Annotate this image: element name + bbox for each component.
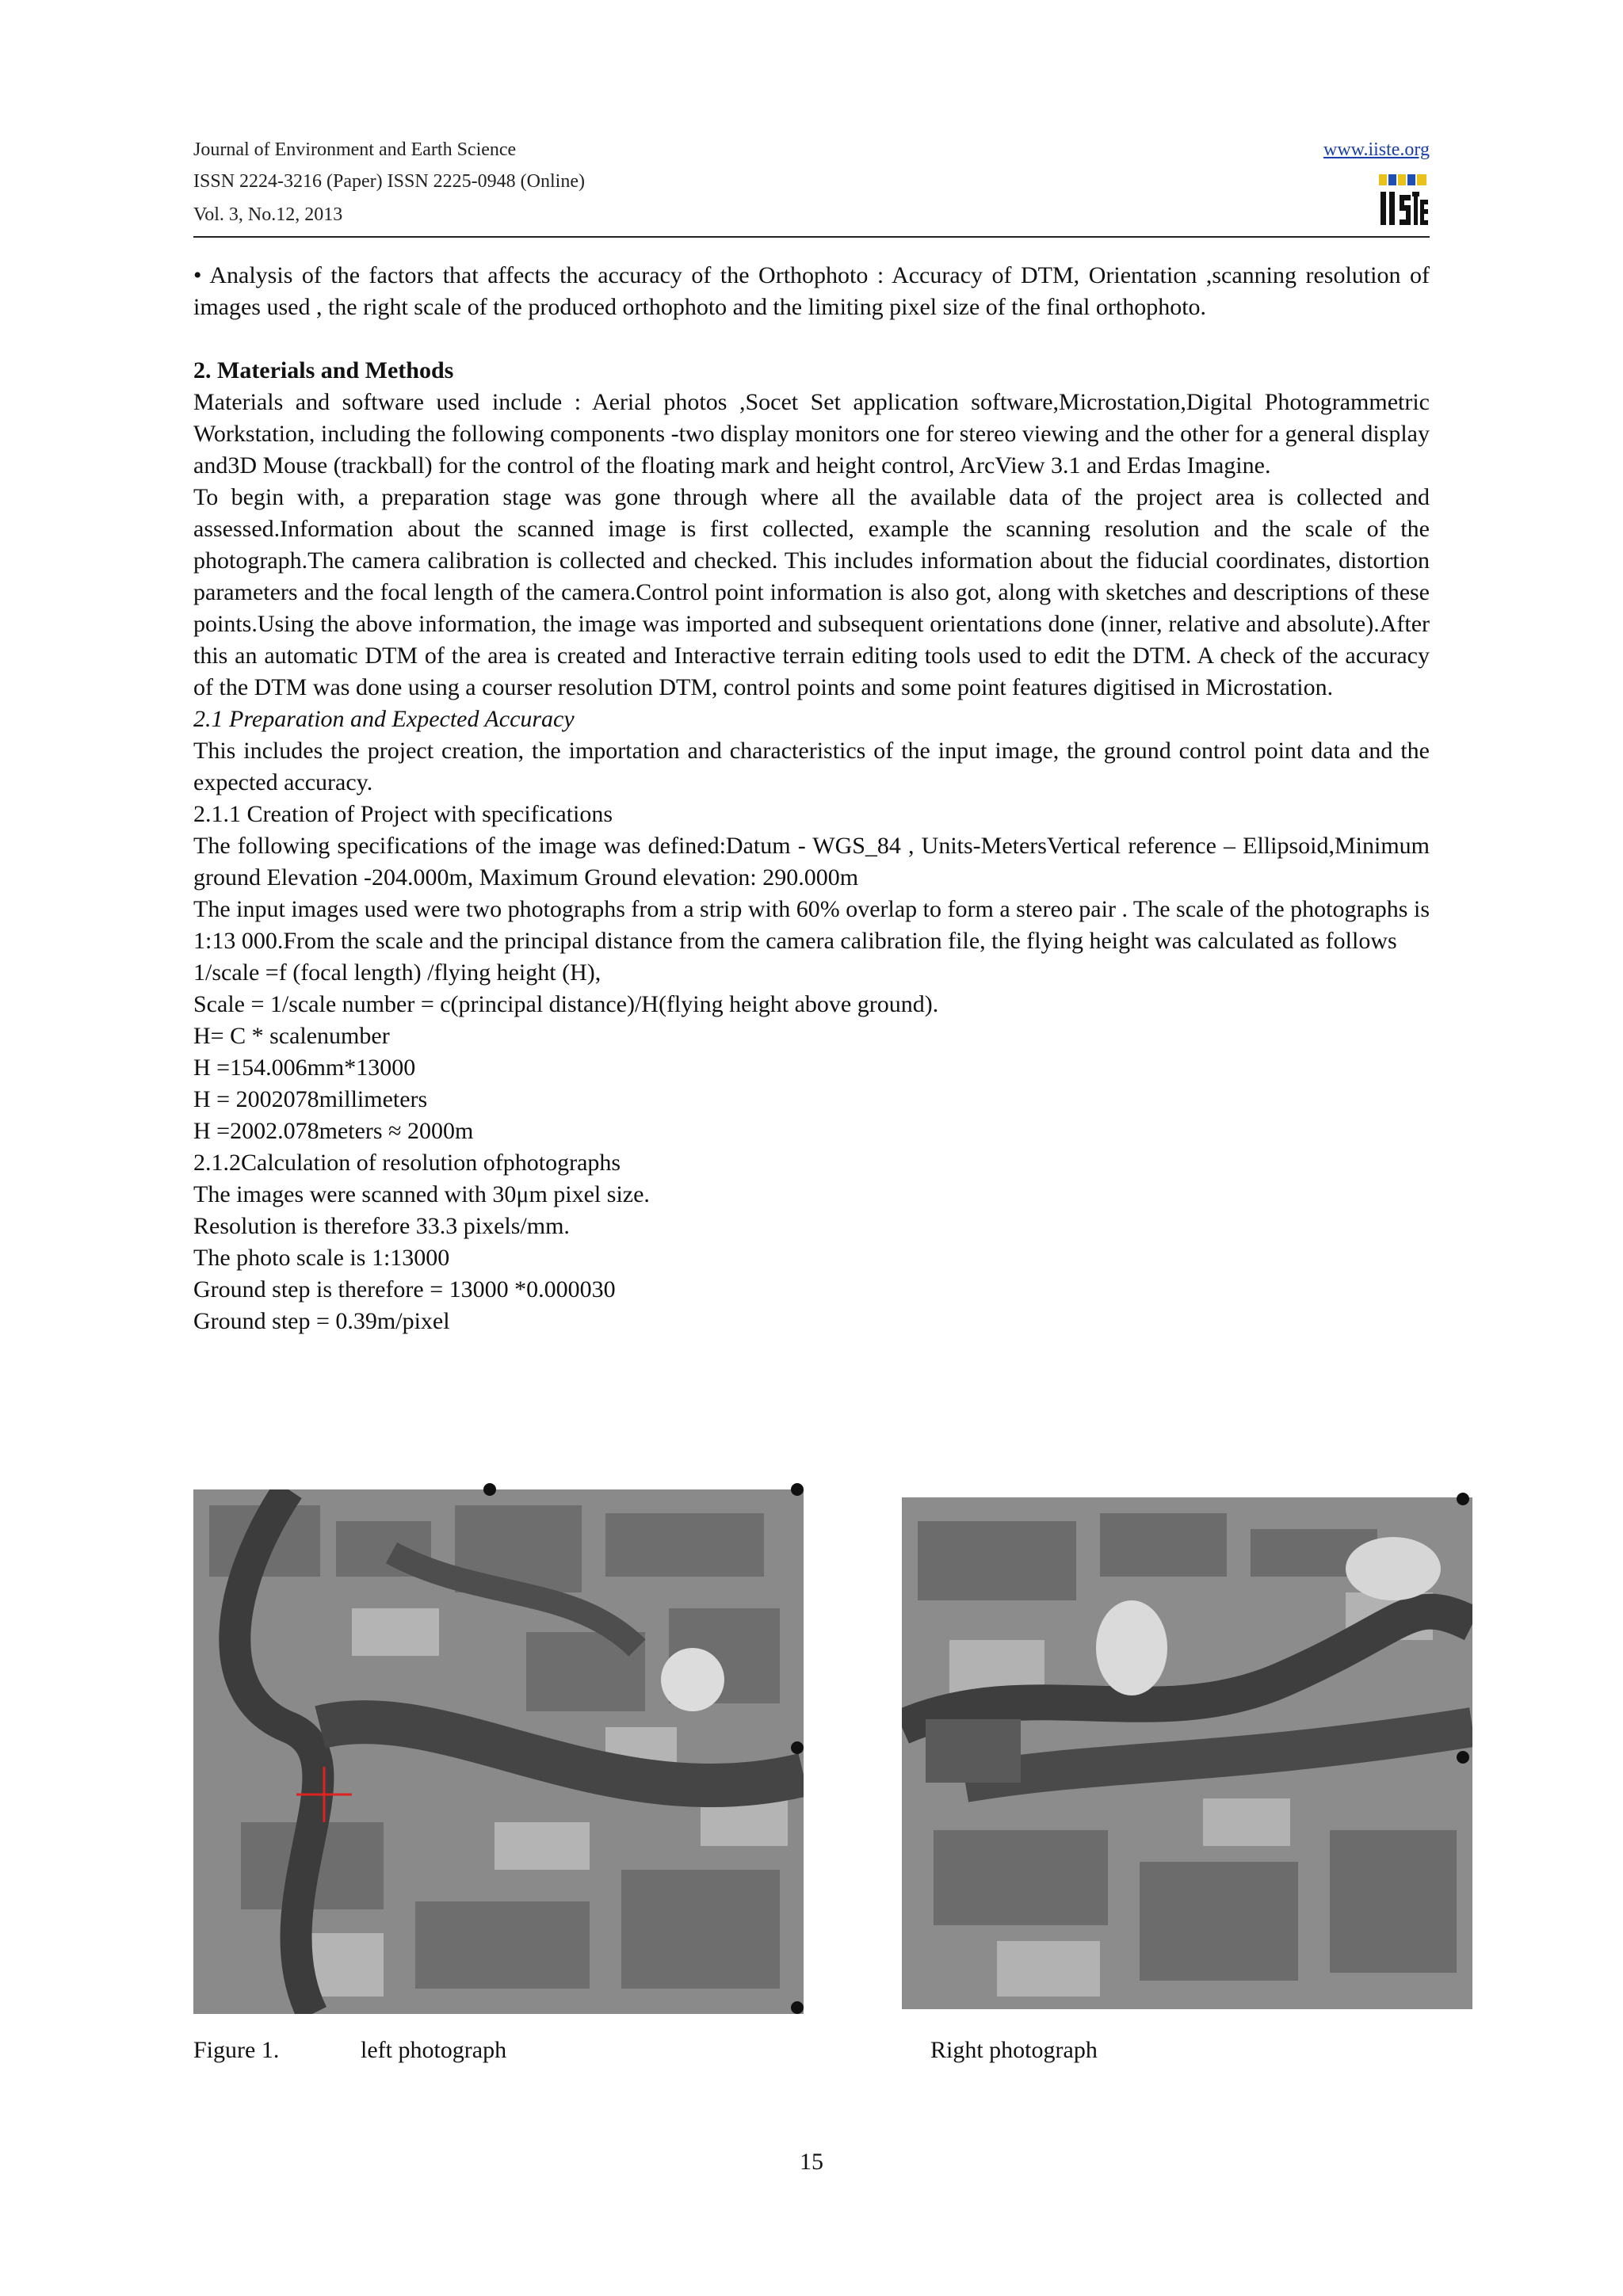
fiducial-mark xyxy=(1457,1751,1469,1764)
figure-label: Figure 1. xyxy=(193,2037,280,2063)
project-paragraph: This includes the project creation, the importation and characteristics of the input image, the ground control point data and the expected accuracy. xyxy=(193,738,1430,795)
fiducial-mark xyxy=(1457,1493,1469,1505)
page-number: 15 xyxy=(800,2149,823,2175)
body-text xyxy=(193,260,1430,1337)
right-aerial-photo xyxy=(902,1497,1472,2009)
formula-line: H =2002.078meters ≈ 2000m xyxy=(193,1118,474,1144)
specifications-paragraph: The following specifications of the image was defined:Datum - WGS_84 , Units-MetersVertical reference – Ellipsoid,Minimum ground Elevation -204.000m, Maximum Ground elevation: 290.000m xyxy=(193,833,1430,891)
resolution-line: Resolution is therefore 33.3 pixels/mm. xyxy=(193,1213,570,1239)
bullet-paragraph: • Analysis of the factors that affects the accuracy of the Orthophoto : Accuracy of DTM, Orientation ,scanning resolution of images used , the right scale of the produced orthophoto and the limiting pixel size of the final orthophoto. xyxy=(193,262,1430,320)
right-photo-caption: Right photograph xyxy=(930,2037,1098,2063)
preparation-paragraph: To begin with, a preparation stage was gone through where all the available data of the project area is collected and assessed.Information about the scanned image is first collected, example the scanning resolution and the scale of the photograph.The camera calibration is collected and checked. This includes information about the fiducial coordinates, distortion parameters and the focal length of the camera.Control point information is also got, along with sketches and descriptions of these points.Using the above information, the image was imported and subsequent orientations done (inner, relative and absolute).After this an automatic DTM of the area is created and Interactive terrain editing tools used to edit the DTM. A check of the accuracy of the DTM was done using a courser resolution DTM, control points and some point features digitised in Microstation. xyxy=(193,484,1430,700)
formula-line: H =154.006mm*13000 xyxy=(193,1055,416,1081)
input-images-paragraph: The input images used were two photographs from a strip with 60% overlap to form a stereo pair . The scale of the photographs is 1:13 000.From the scale and the principal distance from the camera calibration file, the flying height was calculated as follows xyxy=(193,896,1430,954)
subsubsection-heading-1: 2.1.1 Creation of Project with specifications xyxy=(193,801,613,827)
fiducial-mark xyxy=(483,1483,496,1496)
journal-url-link[interactable]: www.iiste.org xyxy=(1323,139,1430,160)
issn-line: ISSN 2224-3216 (Paper) ISSN 2225-0948 (Online) xyxy=(193,171,585,192)
volume-line: Vol. 3, No.12, 2013 xyxy=(193,204,343,225)
formula-line: H= C * scalenumber xyxy=(193,1023,390,1049)
iiste-logo xyxy=(1377,173,1430,228)
resolution-line: Ground step is therefore = 13000 *0.000030 xyxy=(193,1276,616,1302)
section-heading: 2. Materials and Methods xyxy=(193,357,454,383)
resolution-line: The photo scale is 1:13000 xyxy=(193,1245,450,1271)
formula-line: Scale = 1/scale number = c(principal distance)/H(flying height above ground). xyxy=(193,991,939,1017)
formula-line: H = 2002078millimeters xyxy=(193,1086,428,1112)
resolution-line: Ground step = 0.39m/pixel xyxy=(193,1308,450,1334)
left-aerial-photo xyxy=(193,1489,804,2014)
subsubsection-heading-2: 2.1.2Calculation of resolution ofphotographs xyxy=(193,1150,621,1176)
fiducial-mark xyxy=(791,2001,804,2014)
journal-name: Journal of Environment and Earth Science xyxy=(193,139,517,160)
fiducial-mark xyxy=(791,1483,804,1496)
formula-line: 1/scale =f (focal length) /flying height (H), xyxy=(193,959,601,986)
subsection-heading: 2.1 Preparation and Expected Accuracy xyxy=(193,706,575,732)
header-rule xyxy=(193,236,1430,238)
materials-paragraph: Materials and software used include : Aerial photos ,Socet Set application software,Microstation,Digital Photogrammetric Workstation, including the following components -two display monitors one for stereo viewing and the other for a general display and3D Mouse (trackball) for the control of the floating mark and height control, ArcView 3.1 and Erdas Imagine. xyxy=(193,389,1430,479)
left-photo-caption: left photograph xyxy=(361,2037,507,2063)
fiducial-mark xyxy=(791,1741,804,1754)
resolution-line: The images were scanned with 30μm pixel size. xyxy=(193,1181,650,1207)
